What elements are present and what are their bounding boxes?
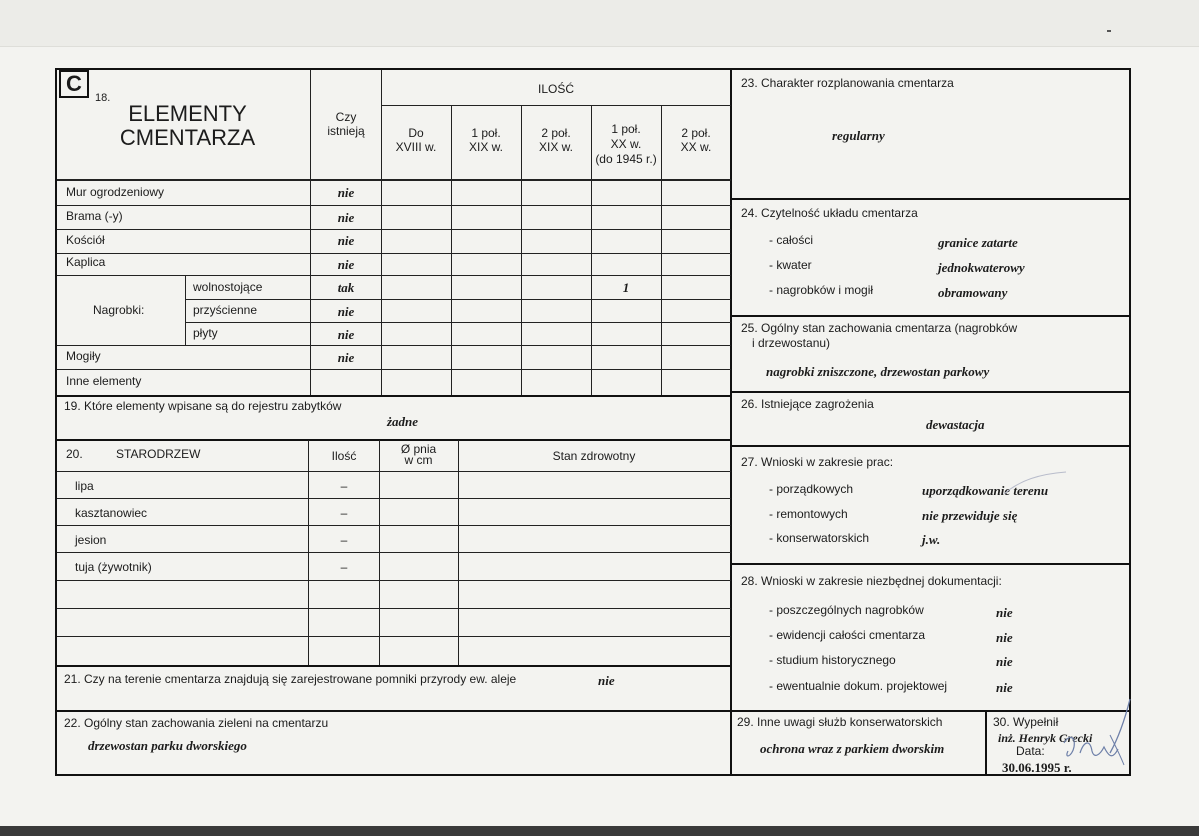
s18-title-line2: CMENTARZA	[119, 125, 256, 150]
s18-row-label: wolnostojące	[193, 280, 263, 294]
s24-item-value: obramowany	[938, 285, 1008, 300]
s18-row-value: nie	[337, 304, 355, 319]
s20-tree-name: jesion	[75, 533, 107, 547]
s22-top-line	[57, 710, 731, 712]
s30-divider	[985, 710, 987, 776]
s20-tree-name: kasztanowiec	[75, 506, 148, 520]
s24-item-label: - całości	[769, 233, 814, 247]
s27-item-value: nie przewiduje się	[922, 508, 1018, 523]
period-3-l2: XX w.	[610, 137, 642, 151]
s25-top-line	[732, 315, 1130, 317]
s18-row-label: Brama (-y)	[66, 209, 123, 223]
s18-row-label: płyty	[193, 326, 218, 340]
s24-item-value: granice zatarte	[938, 235, 1018, 250]
s20-row-line	[57, 525, 731, 526]
s18-vline-p4	[661, 105, 662, 395]
frame-top	[55, 68, 1131, 70]
s18-row-line-4	[57, 275, 731, 276]
s21-top-line	[57, 665, 731, 667]
s18-vline-p2	[521, 105, 522, 395]
s20-vline-2	[379, 440, 380, 666]
section-letter: C	[59, 70, 89, 98]
period-3	[591, 122, 661, 167]
s21-value: nie	[598, 673, 615, 688]
s18-row-line-5	[185, 299, 731, 300]
frame-left	[55, 68, 57, 776]
period-0	[381, 126, 451, 154]
s18-nagrobki-label: Nagrobki:	[93, 303, 145, 317]
period-4	[661, 126, 731, 154]
s20-col-pien	[379, 444, 458, 466]
s24-top-line	[732, 198, 1130, 200]
s18-vline-p3	[591, 105, 592, 395]
s28-label: 28. Wnioski w zakresie niezbędnej dokumentacji:	[741, 574, 1002, 588]
s20-row-line	[57, 471, 731, 472]
frame-right	[1129, 68, 1131, 776]
column-divider	[730, 68, 732, 776]
s20-row-line	[57, 636, 731, 637]
s28-item-value: nie	[996, 630, 1013, 645]
s27-item-value: j.w.	[922, 532, 941, 547]
s28-item-value: nie	[996, 605, 1013, 620]
s18-row-value: tak	[337, 280, 355, 295]
s26-label: 26. Istniejące zagrożenia	[741, 397, 874, 411]
s30-date-label: Data:	[1016, 744, 1045, 758]
s18-title-line1: ELEMENTY	[128, 101, 247, 126]
scan-bottom-edge	[0, 826, 1199, 836]
period-1	[451, 126, 521, 154]
czy-line2: istnieją	[327, 124, 365, 138]
s27-item-value: uporządkowanie terenu	[922, 483, 1049, 498]
period-1-l2: XIX w.	[468, 140, 503, 154]
s24-item-label: - kwater	[769, 258, 812, 272]
s19-top-line	[57, 395, 731, 397]
s20-vline-3	[458, 440, 459, 666]
s26-top-line	[732, 391, 1130, 393]
s30-label: 30. Wypełnił	[993, 715, 1059, 729]
s28-top-line	[732, 563, 1130, 565]
period-4-l2: XX w.	[680, 140, 712, 154]
s27-item-label: - remontowych	[769, 507, 848, 521]
scan-speck	[1107, 30, 1111, 32]
s18-row-label: Mur ogrodzeniowy	[66, 185, 165, 199]
s20-col-stan: Stan zdrowotny	[552, 449, 636, 463]
s20-row-line	[57, 608, 731, 609]
period-2-l2: XIX w.	[538, 140, 573, 154]
s20-row-line	[57, 498, 731, 499]
s18-row-line-2	[57, 229, 731, 230]
s18-nagrobki-vline	[185, 275, 186, 345]
s18-vline-p1	[451, 105, 452, 395]
s25-label-line1: 25. Ogólny stan zachowania cmentarza (nagrobków	[741, 321, 1018, 335]
period-2	[521, 126, 591, 154]
s29-label: 29. Inne uwagi służb konserwatorskich	[737, 715, 943, 729]
s20-vline-1	[308, 440, 309, 666]
s27-label: 27. Wnioski w zakresie prac:	[741, 455, 894, 469]
s20-col-pien-l1: Ø pnia	[400, 442, 437, 456]
handwritten-signature-icon	[1050, 695, 1140, 775]
s18-title	[90, 102, 285, 150]
s18-row-value: nie	[337, 210, 355, 225]
s28-item-label: - studium historycznego	[769, 653, 896, 667]
s18-hline-ilosc	[381, 105, 731, 106]
s20-title: STARODRZEW	[116, 447, 201, 461]
period-4-l1: 2 poł.	[681, 126, 711, 140]
s18-row-value: nie	[337, 185, 355, 200]
period-1-l1: 1 poł.	[471, 126, 501, 140]
s28-item-label: - ewidencji całości cmentarza	[769, 628, 926, 642]
s20-col-ilosc: Ilość	[331, 449, 357, 463]
s20-tree-ilosc: –	[340, 560, 348, 574]
s20-tree-name: tuja (żywotnik)	[75, 560, 152, 574]
s18-row-line-3	[57, 253, 731, 254]
faint-pen-mark-icon	[1000, 470, 1070, 500]
s30-date: 30.06.1995 r.	[1002, 760, 1072, 775]
s20-tree-ilosc: –	[340, 479, 348, 493]
s28-item-value: nie	[996, 654, 1013, 669]
s27-item-label: - konserwatorskich	[769, 531, 870, 545]
period-3-l3: (do 1945 r.)	[595, 152, 657, 166]
czy-line1: Czy	[335, 110, 357, 124]
s18-row-label: Mogiły	[66, 349, 101, 363]
s28-item-label: - poszczególnych nagrobków	[769, 603, 924, 617]
s24-item-value: jednokwaterowy	[938, 260, 1025, 275]
s18-row-value: nie	[337, 257, 355, 272]
s19-label: 19. Które elementy wpisane są do rejestru zabytków	[64, 399, 342, 413]
s18-number: 18.	[95, 92, 111, 104]
s19-value: żadne	[387, 414, 419, 429]
s18-row-value: nie	[337, 350, 355, 365]
period-0-l2: XVIII w.	[395, 140, 437, 154]
s24-label: 24. Czytelność układu cmentarza	[741, 206, 918, 220]
s28-item-value: nie	[996, 680, 1013, 695]
s22-label: 22. Ogólny stan zachowania zieleni na cmentarzu	[64, 716, 329, 730]
s18-row-label: Kaplica	[66, 255, 106, 269]
s28-item-label: - ewentualnie dokum. projektowej	[769, 679, 948, 693]
s20-tree-ilosc: –	[340, 533, 348, 547]
s20-row-line	[57, 552, 731, 553]
s20-number: 20.	[66, 447, 83, 461]
frame-bottom	[55, 774, 1131, 776]
s30-name: inż. Henryk Grecki	[998, 731, 1093, 745]
period-0-l1: Do	[408, 126, 424, 140]
s25-label-line2: i drzewostanu)	[752, 336, 831, 350]
s24-item-label: - nagrobków i mogił	[769, 283, 874, 297]
s18-row-line-7	[57, 345, 731, 346]
scan-top-band	[0, 0, 1199, 47]
s18-row-value: nie	[337, 233, 355, 248]
s18-row-line-1	[57, 205, 731, 206]
s20-col-pien-l2: w cm	[404, 453, 433, 467]
s18-hline-header	[57, 179, 731, 181]
s18-row-label: Inne elementy	[66, 374, 142, 388]
s25-value: nagrobki zniszczone, drzewostan parkowy	[766, 364, 990, 379]
s20-row-line	[57, 580, 731, 581]
s18-row-line-8	[57, 369, 731, 370]
s23-value: regularny	[832, 128, 885, 143]
s18-row-label: przyścienne	[193, 303, 258, 317]
s18-row-line-6	[185, 322, 731, 323]
period-3-l1: 1 poł.	[611, 122, 641, 136]
s26-value: dewastacja	[926, 417, 985, 432]
s20-top-line	[57, 439, 731, 441]
s18-czy-header	[311, 110, 381, 138]
s18-count-1945: 1	[622, 280, 630, 295]
s18-row-value: nie	[337, 327, 355, 342]
s18-vline-ilosc	[381, 70, 382, 395]
s22-value: drzewostan parku dworskiego	[88, 738, 247, 753]
s29-value: ochrona wraz z parkiem dworskim	[760, 741, 945, 756]
s20-tree-name: lipa	[75, 479, 94, 493]
s20-tree-ilosc: –	[340, 506, 348, 520]
s23-label: 23. Charakter rozplanowania cmentarza	[741, 76, 954, 90]
s27-item-label: - porządkowych	[769, 482, 854, 496]
s27-top-line	[732, 445, 1130, 447]
ilosc-header: ILOŚĆ	[537, 82, 574, 96]
s21-label: 21. Czy na terenie cmentarza znajdują się zarejestrowane pomniki przyrody ew. aleje	[64, 672, 517, 686]
s18-row-label: Kościół	[66, 233, 105, 247]
period-2-l1: 2 poł.	[541, 126, 571, 140]
